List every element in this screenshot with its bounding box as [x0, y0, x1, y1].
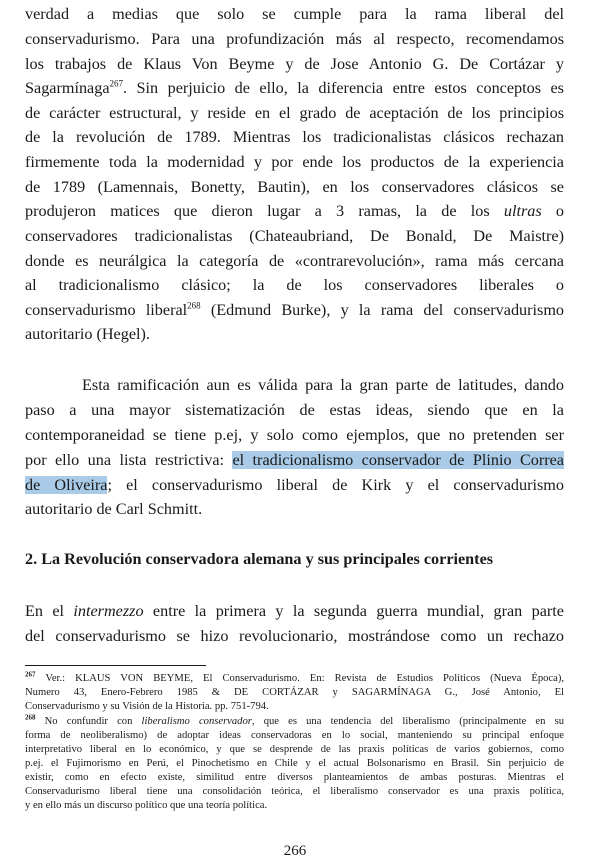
footnote-number: 267 [25, 670, 36, 679]
text-line: paso a una mayor sistematización de estas ideas, siendo que en la [25, 401, 564, 419]
text-span: Sagarmínaga [25, 79, 110, 97]
selected-text[interactable]: de Oliveira [25, 476, 108, 494]
footnote-267-line: Numero 43, Enero-Febrero 1985 & DE CORTÁZAR y SAGARMÍNAGA G., José Antonio, El [25, 687, 564, 698]
footnote-268-line: forma de neoliberalismo) de adoptar ideas conservadoras en lo social, manteniendo su principal enfoque [25, 730, 564, 741]
page-number: 266 [283, 843, 307, 859]
text-span: Ver.: KLAUS VON BEYME, El Conservadurismo. En: Revista de Estudios Políticos (Nueva Época), [35, 673, 564, 684]
footnote-268-line: Conservadurismo liberal tiene una consolidación teórica, el liberalismo conservador es una praxis política, [25, 786, 564, 797]
text-span: ; el conservadurismo liberal de Kirk y el conservadurismo [107, 476, 564, 494]
footnote-ref-267[interactable]: 267 [109, 78, 124, 89]
text-line [25, 200, 564, 222]
footnote-268-line: y en ello más un discurso político que una teoría política. [25, 800, 268, 811]
text-line [25, 600, 564, 622]
text-line: Esta ramificación aun es válida para la gran parte de latitudes, dando [82, 376, 564, 394]
footnote-number: 268 [25, 713, 36, 722]
text-span: , que es una tendencia del liberalismo (principalmente en su [251, 716, 564, 727]
text-line: los trabajos de Klaus Von Beyme y de Jose Antonio G. De Cortázar y [25, 55, 564, 73]
text-line: de 1789 (Lamennais, Bonetty, Bautin), en los conservadores clásicos se [25, 178, 564, 196]
italic-term: liberalismo conservador [141, 716, 252, 727]
text-line: autoritario de Carl Schmitt. [25, 500, 203, 518]
text-span: No confundir con [35, 716, 142, 727]
text-span: (Edmund Burke), y la rama del conservadurismo [200, 301, 565, 319]
text-line: donde es neurálgica la categoría de «contrarevolución», rama más cercana [25, 252, 564, 270]
footnote-267-line: Conservadurismo y su Visión de la Historia. pp. 751-794. [25, 701, 269, 712]
text-line [25, 299, 564, 321]
text-line: al tradicionalismo clásico; la de los conservadores liberales o [25, 276, 564, 294]
footnote-268-line: p.ej. el Fujimorismo en Perú, el Pinochetismo en Chile y el actual Bolsonarismo en Brasil. Sin perjuicio de [25, 758, 564, 769]
text-line: firmemente toda la modernidad y por ende los productos de la experiencia [25, 153, 564, 171]
text-span: entre la primera y la segunda guerra mundial, gran parte [143, 602, 564, 620]
text-line: conservadores tradicionalistas (Chateaubriand, De Bonald, De Maistre) [25, 227, 564, 245]
footnote-ref-268[interactable]: 268 [187, 300, 201, 311]
text-line [25, 474, 564, 496]
text-span: por ello una lista restrictiva: [25, 451, 233, 469]
footnote-268-line [25, 715, 564, 729]
footnote-separator [25, 665, 206, 666]
text-line [25, 449, 564, 471]
footnote-267-line [25, 672, 564, 686]
footnote-268-line: interpretativo liberal en lo económico, y que se desprende de las praxis políticas de varios gobiernos, como [25, 744, 564, 755]
text-line: autoritario (Hegel). [25, 325, 150, 343]
text-line: del conservadurismo se hizo revolucionario, mostrándose como un rechazo [25, 627, 564, 645]
text-span: En el [25, 602, 74, 620]
selected-text[interactable]: el tradicionalismo conservador de Plinio Correa [232, 451, 564, 469]
text-line [25, 77, 564, 99]
text-span: produjeron matices que dieron lugar a 3 ramas, la de los [25, 202, 504, 220]
text-span: . Sin perjuicio de ello, la diferencia entre estos conceptos es [123, 79, 564, 97]
section-heading: 2. La Revolución conservadora alemana y sus principales corrientes [25, 550, 494, 568]
text-line: verdad a medias que solo se cumple para la rama liberal del [25, 5, 564, 23]
text-span: o [541, 202, 565, 220]
text-line: contemporaneidad se tiene p.ej, y solo como ejemplos, que no pretenden ser [25, 426, 564, 444]
italic-term: intermezzo [73, 602, 144, 620]
text-line: de carácter estructural, y reside en el grado de aceptación de los principios [25, 104, 564, 122]
text-line: conservadurismo. Para una profundización más al respecto, recomendamos [25, 30, 564, 48]
italic-term: ultras [503, 202, 542, 220]
text-span: conservadurismo liberal [25, 301, 188, 319]
footnote-268-line: existir, como en efecto existe, similitud entre diversos planteamientos de ambas posturas. Mientras el [25, 772, 564, 783]
text-line: de la revolución de 1789. Mientras los tradicionalistas clásicos rechazan [25, 128, 564, 146]
